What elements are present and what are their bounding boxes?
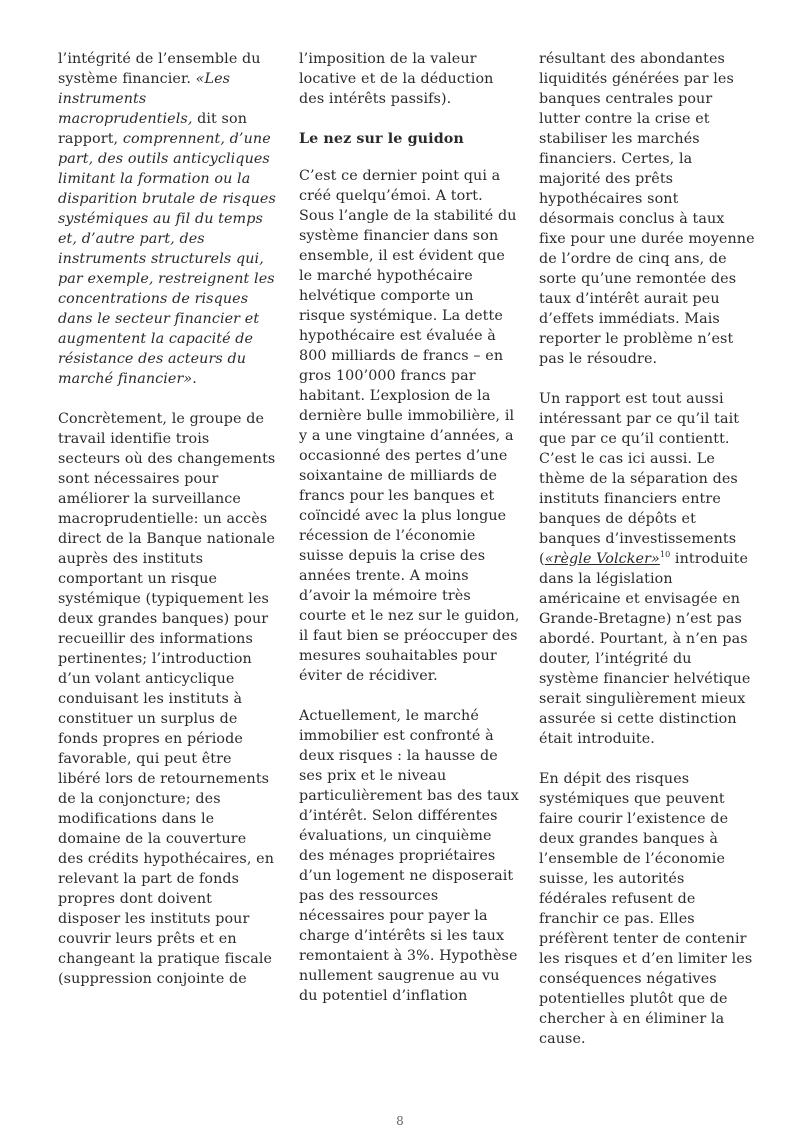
- section-heading: Le nez sur le guidon: [299, 131, 464, 147]
- paragraph: C’est ce dernier point qui a créé quelqu’émoi. A tort. Sous l’angle de la stabilité du système financier dans son ensemble, il est évident que le marché hypothécaire helvétique comporte un risque systémique. La dette hypothécaire est évaluée à 800 milliards de francs – en gros 100’000 francs par habitant. L’explosion de la dernière bulle immobilière, il y a une vingtaine d’années, a occasionné des pertes d’une soixantaine de milliards de francs pour les banques et coïncidé avec la plus longue récession de l’économie suisse depuis la crise des années trente. A moins d’avoir la mémoire très courte et le nez sur le guidon, il faut bien se préoccuper des mesures souhaitables pour éviter de récidiver.: [299, 168, 520, 684]
- paragraph: résultant des abondantes liquidités générées par les banques centrales pour lutter contre la crise et stabiliser les marchés financiers. Certes, la majorité des prêts hypothécaires sont désormais conclus à taux fixe pour une durée moyenne de l’ordre de cinq ans, de sorte qu’une remontée des taux d’intérêt aurait peu d’effets immédiats. Mais reporter le problème n’est pas le résoudre.: [539, 51, 755, 367]
- paragraph: l’imposition de la valeur locative et de la déduction des intérêts passifs).: [299, 51, 494, 107]
- column-2: [299, 49, 521, 1006]
- volcker-rule-link[interactable]: «règle Volcker»: [544, 551, 660, 567]
- text-run: .: [192, 371, 197, 387]
- text-run: introduite dans la législation américaine et envisagée en Grande-Bretagne) n’est pas abordé. Pourtant, à n’en pas douter, l’intégrité du système financier helvétique serait singulièrement mieux assurée si cette distinction était introduite.: [539, 551, 751, 747]
- footnote-ref[interactable]: 10: [659, 550, 671, 560]
- paragraph: [58, 49, 276, 389]
- column-1: [58, 49, 276, 989]
- paragraph: En dépit des risques systémiques que peuvent faire courir l’existence de deux grandes banques à l’ensemble de l’économie suisse, les autorités fédérales refusent de franchir ce pas. Elles préfèrent tenter de contenir les risques et d’en limiter les conséquences négatives potentielles plutôt que de chercher à en éliminer la cause.: [539, 771, 753, 1047]
- text-run: l’intégrité de l’ensemble du système financier.: [58, 51, 261, 87]
- page-number: 8: [396, 1114, 404, 1128]
- quote-intro: «Les instruments macroprudentiels,: [58, 71, 231, 127]
- text-run: dit son rapport,: [58, 111, 247, 147]
- paragraph: Actuellement, le marché immobilier est confronté à deux risques : la hausse de ses prix et le niveau particulièrement bas des taux d’intérêt. Selon différentes évaluations, un cinquième des ménages propriétaires d’un logement ne disposerait pas des ressources nécessaires pour payer la charge d’intérêts si les taux remontaient à 3%. Hypothèse nullement saugrenue au vu du potentiel d’inflation: [299, 708, 519, 1004]
- text-run: Un rapport est tout aussi intéressant par ce qu’il tait que par ce qu’il contientt. C’est le cas ici aussi. Le thème de la séparation des instituts financiers entre banques de dépôts et banques d’investissements (: [539, 391, 740, 567]
- quote-body: comprennent, d’une part, des outils anticycliques limitant la formation ou la disparition brutale de risques systémiques au fil du temps et, d’autre part, des instruments structurels qui, par exemple, restreignent les concentrations de risques dans le secteur financier et augmentent la capacité de résistance des acteurs du marché financier»: [58, 131, 276, 387]
- paragraph: [539, 389, 755, 749]
- paragraph: Concrètement, le groupe de travail identifie trois secteurs où des changements sont nécessaires pour améliorer la surveillance macroprudentielle: un accès direct de la Banque nationale auprès des instituts comportant un risque systémique (typiquement les deux grandes banques) pour recueillir des informations pertinentes; l’introduction d’un volant anticyclique conduisant les instituts à constituer un surplus de fonds propres en période favorable, qui peut être libéré lors de retournements de la conjoncture; des modifications dans le domaine de la couverture des crédits hypothécaires, en relevant la part de fonds propres dont doivent disposer les instituts pour couvrir leurs prêts et en changeant la pratique fiscale (suppression conjointe de: [58, 411, 276, 987]
- column-3: [539, 49, 755, 1049]
